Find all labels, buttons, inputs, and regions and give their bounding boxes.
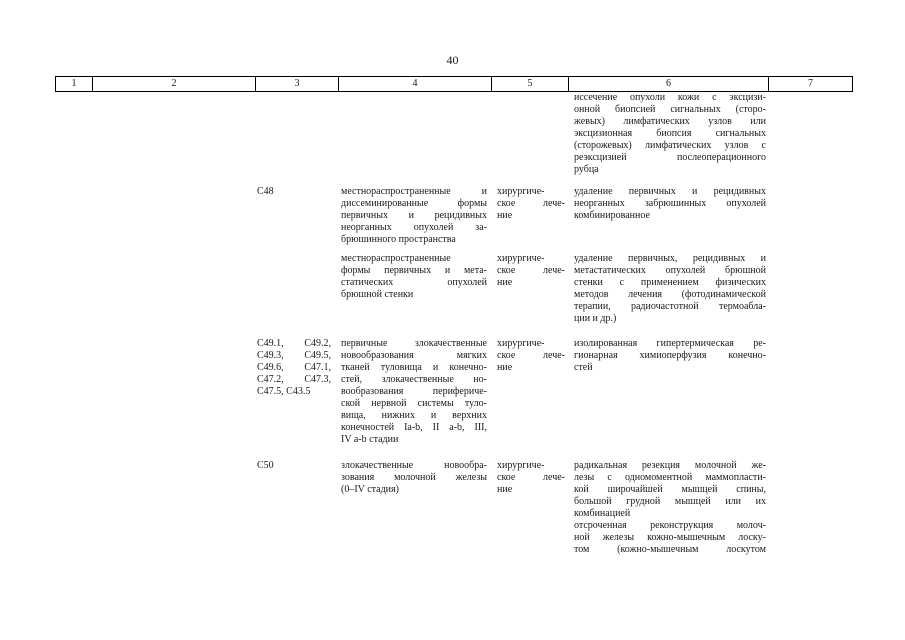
row-c48-treatment [497,186,565,222]
text-line: стенки с применением физических [574,277,766,288]
text-line: IV a-b стадии [341,434,399,445]
text-line: изолированная гипертермическая ре- [574,338,766,349]
text-line: онной биопсией сигнальных (сторо- [574,104,766,115]
header-cell-4: 4 [338,77,491,91]
text-line: ние [497,210,513,221]
text-line: ское лече- [497,350,565,361]
row-abdominal-method [574,253,766,325]
code-line: C49.3, C49.5, [257,350,331,361]
text-line: неорганных опухолей за- [341,222,487,233]
text-line: диссеминированные формы [341,198,487,209]
row-c50-treatment [497,460,565,496]
text-line: ской нервной системы туло- [341,398,487,409]
text-line: гионарная химиоперфузия конечно- [574,350,766,361]
code-line: C47.2, C47.3, [257,374,331,385]
row-c48-method [574,186,766,222]
continuation-col6 [574,92,766,176]
text-line: ние [497,362,513,373]
text-line: тканей туловища и конечно- [341,362,487,373]
text-line: зования молочной железы [341,472,487,483]
text-line: лезы с одномоментной маммопласти- [574,472,766,483]
row-c49-method [574,338,766,374]
code-line: C49.1, C49.2, [257,338,331,349]
header-cell-1: 1 [55,77,92,91]
text-line: ское лече- [497,472,565,483]
text-line: неорганных забрюшинных опухолей [574,198,766,209]
text-line: брюшной стенки [341,289,414,300]
text-line: комбинацией [574,508,631,519]
code-line: C47.5, C43.5 [257,386,311,397]
text-line: местнораспространенные и [341,186,487,197]
table-header-row [55,76,853,92]
text-line: метастатических опухолей брюшной [574,265,766,276]
row-c48-code [257,186,337,198]
header-cell-2: 2 [92,77,255,91]
text-line: реэксцизией послеоперационного [574,152,766,163]
text-line: комбинированное [574,210,650,221]
header-cell-6: 6 [568,77,768,91]
text-line: хирургиче- [497,253,545,264]
text-line: ское лече- [497,265,565,276]
text-line: первичные злокачественные [341,338,487,349]
row-c49-treatment [497,338,565,374]
text-line: хирургиче- [497,460,545,471]
header-cell-3: 3 [255,77,338,91]
text-line: хирургиче- [497,338,545,349]
text-line: хирургиче- [497,186,545,197]
code-line: C50 [257,460,274,471]
text-line: радикальная резекция молочной же- [574,460,766,471]
row-c49-codes [257,338,331,398]
header-cell-7: 7 [768,77,853,91]
text-line: рубца [574,164,599,175]
text-line: кой широчайшей мышцей спины, [574,484,766,495]
row-c50-method [574,460,766,556]
text-line: ции и др.) [574,313,617,324]
text-line: брюшинного пространства [341,234,456,245]
row-c48-condition [341,186,487,246]
text-line: жевых) лимфатических узлов или [574,116,766,127]
text-line: иссечение опухоли кожи с эксцизи- [574,92,766,103]
text-line: первичных и рецидивных [341,210,487,221]
code-line: C49.6, C47.1, [257,362,331,373]
text-line: ние [497,277,513,288]
text-line: удаление первичных и рецидивных [574,186,766,197]
text-line: ние [497,484,513,495]
text-line: местнораспространенные [341,253,451,264]
text-line: новообразования мягких [341,350,487,361]
text-line: ское лече- [497,198,565,209]
text-line: конечностей Ia-b, II a-b, III, [341,422,487,433]
text-line: статических опухолей [341,277,487,288]
text-line: (сторожевых) лимфатических узлов с [574,140,766,151]
row-abdominal-condition [341,253,487,301]
row-c49-condition [341,338,487,446]
text-line: методов лечения (фотодинамической [574,289,766,300]
text-line: формы первичных и мета- [341,265,487,276]
text-line: удаление первичных, рецидивных и [574,253,766,264]
text-line: большой грудной мышцей или их [574,496,766,507]
row-c50-condition [341,460,487,496]
text-line: вообразования перифериче- [341,386,487,397]
text-line: отсроченная реконструкция молоч- [574,520,766,531]
text-line: стей [574,362,593,373]
text-line: терапии, радиочастотной термоабла- [574,301,766,312]
row-c50-code [257,460,337,472]
text-line: стей, злокачественные но- [341,374,487,385]
text-line: (0–IV стадия) [341,484,399,495]
text-line: ной железы кожно-мышечным лоску- [574,532,766,543]
header-cell-5: 5 [491,77,568,91]
text-line: том (кожно-мышечным лоскутом [574,544,766,555]
text-line: вища, нижних и верхних [341,410,487,421]
text-line: эксцизионная биопсия сигнальных [574,128,766,139]
code-line: C48 [257,186,274,197]
row-abdominal-treatment [497,253,565,289]
page-number: 40 [446,53,459,67]
text-line: злокачественные новообра- [341,460,487,471]
